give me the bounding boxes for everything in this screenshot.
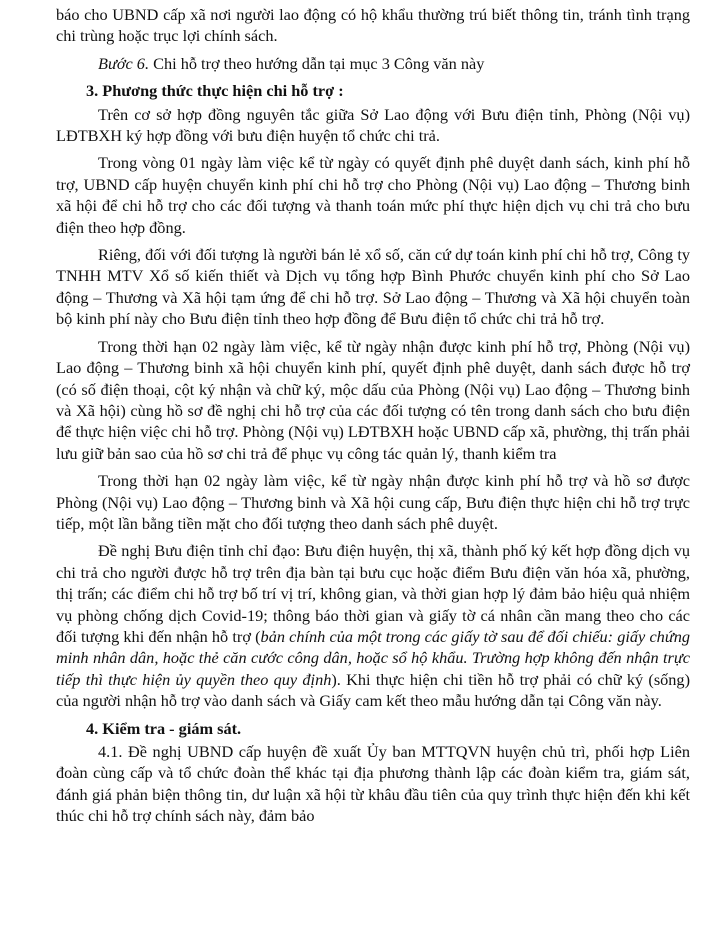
paragraph-contract-basis: Trên cơ sở hợp đồng nguyên tắc giữa Sở Lao động với Bưu điện tỉnh, Phòng (Nội vụ) LĐTBXH ký hợp đồng với bưu điện huyện tổ chức chi trả. [56,104,690,146]
section-4-heading: 4. Kiểm tra - giám sát. [86,718,242,738]
paragraph-lottery-sellers: Riêng, đối với đối tượng là người bán lẻ xổ số, căn cứ dự toán kinh phí chi hỗ trợ, Công ty TNHH MTV Xổ số kiến thiết và Dịch vụ tổng hợp Bình Phước chuyển kinh phí cho Sở Lao động – Thương và Xã hội tạm ứng để chi hỗ trợ. Sở Lao động – Thương và Xã hội chuyển toàn bộ kinh phí này cho Bưu điện tỉnh theo hợp đồng để Bưu điện tổ chức chi trả hỗ trợ. [56,245,690,329]
section-3-heading: 3. Phương thức thực hiện chi hỗ trợ : [86,81,344,101]
post-office-request-text-b: ). Khi thực hiện chi tiền hỗ trợ phải có chữ ký (sống) của người nhận hỗ trợ vào danh sách và Giấy cam kết theo mẫu hướng dẫn tại Công văn này. [56,669,690,711]
paragraph-4-1: 4.1. Đề nghị UBND cấp huyện đề xuất Ủy ban MTTQVN huyện chủ trì, phối hợp Liên đoàn cùng cấp và tổ chức đoàn thể khác tại địa phương thành lập các đoàn kiểm tra, giám sát, đánh giá phản biện thông tin, dư luận xã hội từ khâu đầu tiên của quy trình thực hiện đến khi kết thúc chi hỗ trợ chính sách này, đảm bảo [56,742,690,826]
paragraph-step-6 [56,53,690,74]
paragraph-02-days-office: Trong thời hạn 02 ngày làm việc, kể từ ngày nhận được kinh phí hỗ trợ, Phòng (Nội vụ) Lao động – Thương binh xã hội chuyển kinh phí, quyết định phê duyệt, danh sách được hỗ trợ (có số điện thoại, cột ký nhận và chữ ký, mộc dấu của Phòng (Nội vụ) Lao động – Thương binh và Xã hội) cùng hồ sơ đề nghị chi hỗ trợ của các đối tượng có tên trong danh sách cho bưu điện để thực hiện việc chi hỗ trợ. Phòng (Nội vụ) LĐTBXH hoặc UBND cấp xã, phường, thị trấn phải lưu giữ bản sao của hồ sơ chi trả để phục vụ công tác quản lý, thanh kiểm tra [56,336,690,463]
paragraph-post-office-request [56,540,690,711]
step-6-label: Bước 6. [98,53,150,73]
paragraph-02-days-post: Trong thời hạn 02 ngày làm việc, kể từ ngày nhận được kinh phí hỗ trợ và hồ sơ được Phòng (Nội vụ) Lao động – Thương binh và Xã hội cung cấp, Bưu điện thực hiện chi hỗ trợ trực tiếp, một lần bằng tiền mặt cho đối tượng theo danh sách phê duyệt. [56,471,690,533]
post-office-request-text-a: Đề nghị Bưu điện tỉnh chỉ đạo: Bưu điện huyện, thị xã, thành phố ký kết hợp đồng dịch vụ chi trả cho người được hỗ trợ trên địa bàn tại bưu cục hoặc điểm Bưu điện văn hóa xã, phường, thị trấn; các điểm chi hỗ trợ bố trí vị trí, không gian, và thời gian hợp lý đảm bảo hiệu quả nhiệm vụ phòng chống dịch Covid-19; thông báo thời gian và giấy tờ cá nhân cần mang theo cho các đối tượng khi đến nhận hỗ trợ ( [56,541,690,646]
document-page [56,4,690,827]
paragraph-funding-transfer: Trong vòng 01 ngày làm việc kể từ ngày có quyết định phê duyệt danh sách, kinh phí hỗ trợ, UBND cấp huyện chuyển kinh phí chi hỗ trợ cho Phòng (Nội vụ) Lao động – Thương binh xã hội để chi hỗ trợ cho các đối tượng và thanh toán mức phí thực hiện dịch vụ chi trả cho bưu điện theo hợp đồng. [56,153,690,237]
post-office-request-italic: bản chính của một trong các giấy tờ sau để đối chiếu: giấy chứng minh nhân dân, hoặc thẻ căn cước công dân, hoặc sổ hộ khẩu. Trường hợp không đến nhận trực tiếp thì thực hiện ủy quyền theo quy định [56,626,690,689]
step-6-text: Chi hỗ trợ theo hướng dẫn tại mục 3 Công văn này [149,53,485,73]
paragraph-continuation: báo cho UBND cấp xã nơi người lao động có hộ khẩu thường trú biết thông tin, tránh tình trạng chi trùng hoặc trục lợi chính sách. [56,5,690,46]
